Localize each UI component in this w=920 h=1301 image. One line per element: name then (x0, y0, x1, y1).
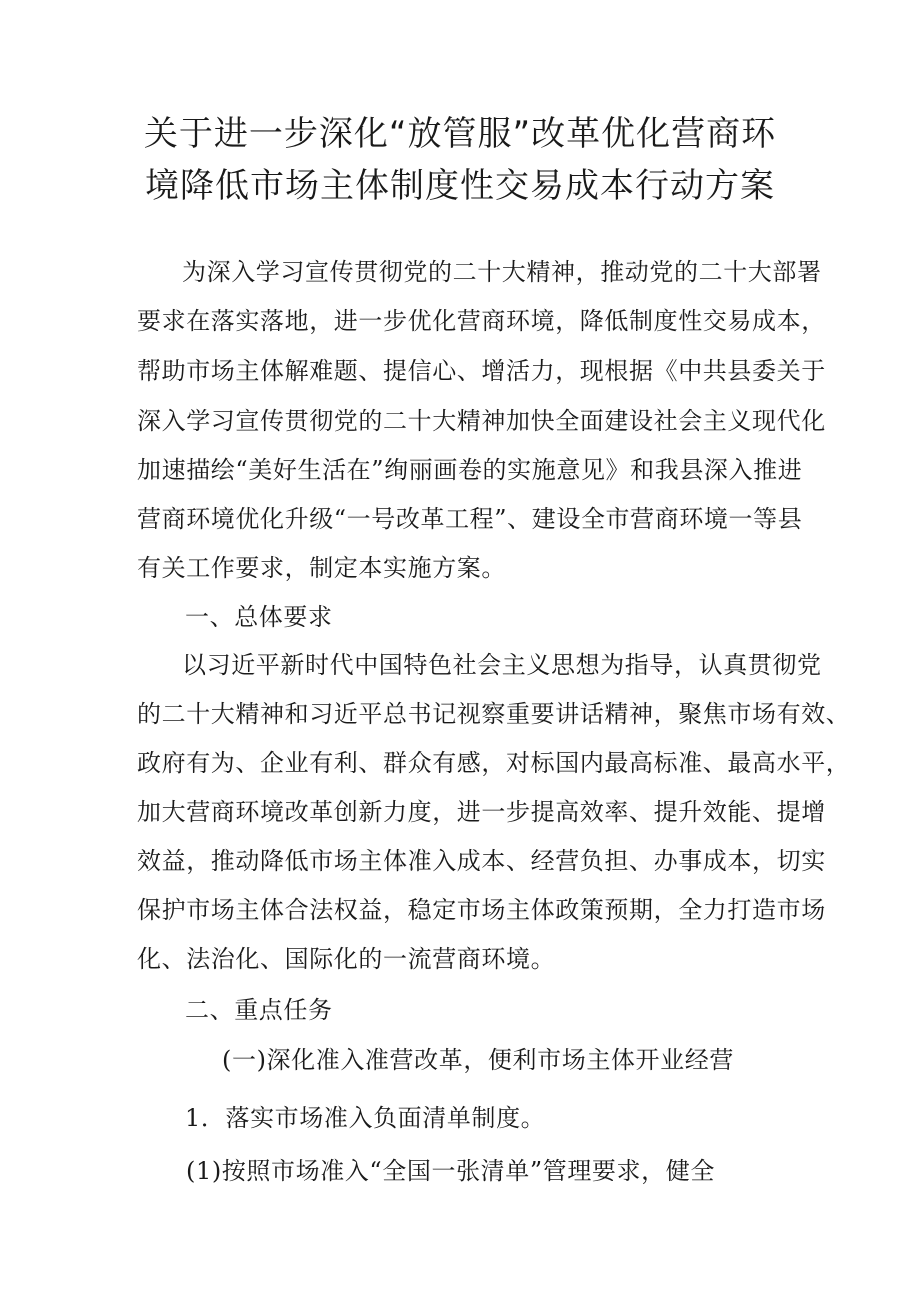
section-heading-key-tasks: 二、重点任务 (185, 996, 333, 1024)
section1-paragraph-line: 保护市场主体合法权益，稳定市场主体政策预期，全力打造市场 (137, 896, 826, 924)
section1-paragraph-line: 以习近平新时代中国特色社会主义思想为指导，认真贯彻党 (182, 651, 822, 679)
intro-paragraph-line: 要求在落实落地，进一步优化营商环境，降低制度性交易成本， (137, 307, 826, 335)
section-heading-overall-requirements: 一、总体要求 (185, 603, 333, 631)
intro-paragraph-line: 为深入学习宣传贯彻党的二十大精神，推动党的二十大部署 (182, 258, 822, 286)
subsection-heading: (一)深化准入准营改革，便利市场主体开业经营 (222, 1046, 734, 1074)
intro-paragraph-line: 深入学习宣传贯彻党的二十大精神加快全面建设社会主义现代化 (137, 407, 826, 435)
section1-paragraph-line: 化、法治化、国际化的一流营商环境。 (137, 945, 556, 973)
intro-paragraph-line: 营商环境优化升级“一号改革工程”、建设全市营商环境一等县 (137, 505, 803, 533)
section1-paragraph-line: 政府有为、企业有利、群众有感，对标国内最高标准、最高水平， (137, 749, 851, 777)
document-title-line-2: 境降低市场主体制度性交易成本行动方案 (145, 166, 775, 206)
section1-paragraph-line: 效益，推动降低市场主体准入成本、经营负担、办事成本，切实 (137, 847, 826, 875)
document-title-line-1: 关于进一步深化“放管服”改革优化营商环 (143, 114, 777, 154)
intro-paragraph-line: 有关工作要求，制定本实施方案。 (137, 554, 506, 582)
section1-paragraph-line: 的二十大精神和习近平总书记视察重要讲话精神，聚焦市场有效、 (137, 700, 851, 728)
intro-paragraph-line: 加速描绘“美好生活在”绚丽画卷的实施意见》和我县深入推进 (137, 456, 803, 484)
item-sub-paragraph-line: (1)按照市场准入“全国一张清单”管理要求，健全 (186, 1157, 715, 1185)
item-heading: 1．落实市场准入负面清单制度。 (185, 1104, 546, 1132)
section1-paragraph-line: 加大营商环境改革创新力度，进一步提高效率、提升效能、提增 (137, 798, 826, 826)
intro-paragraph-line: 帮助市场主体解难题、提信心、增活力，现根据《中共县委关于 (137, 357, 826, 385)
